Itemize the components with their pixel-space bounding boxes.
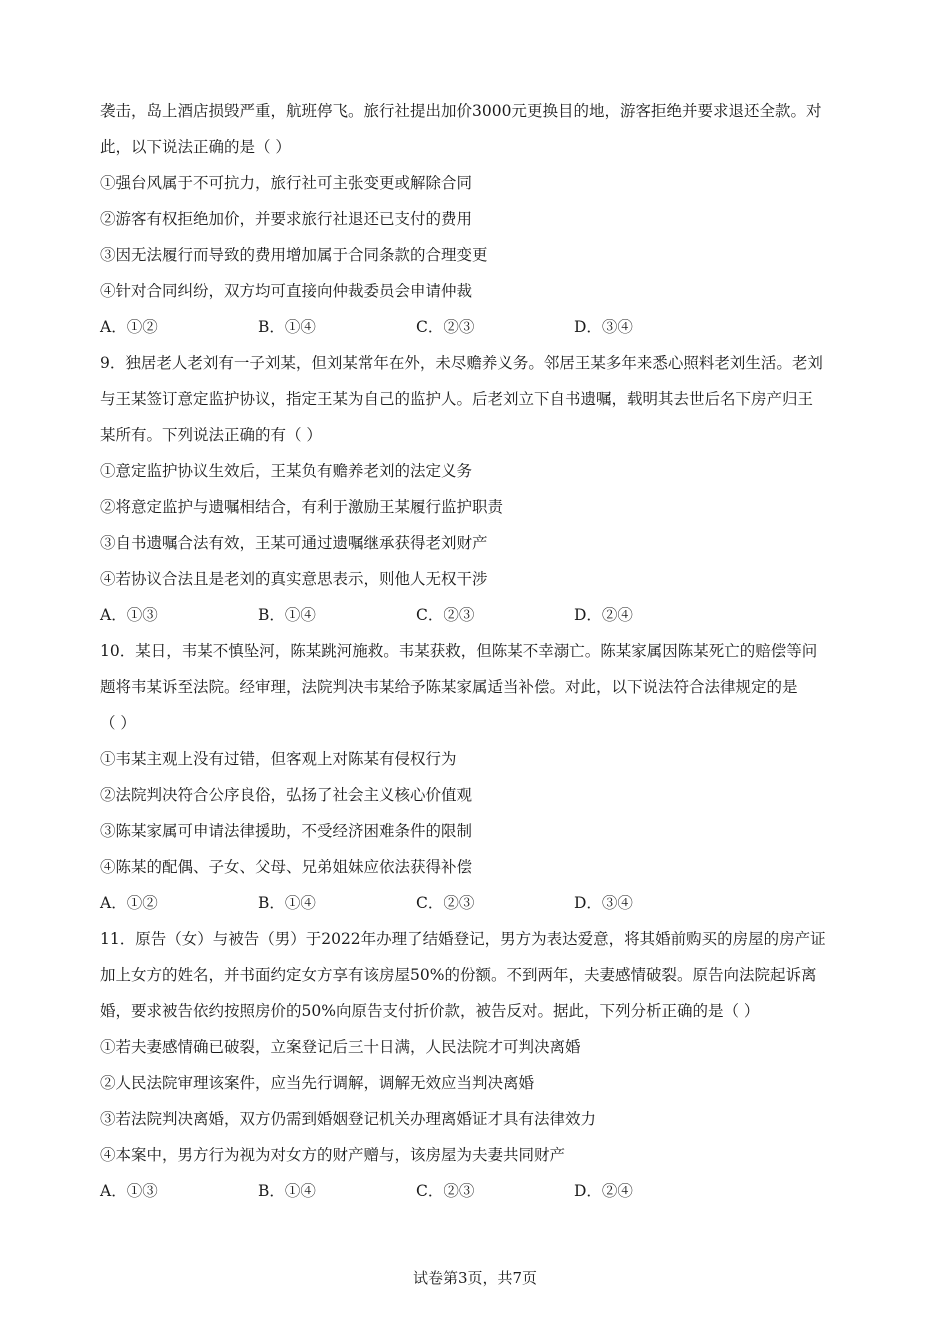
statement: ①意定监护协议生效后，王某负有赡养老刘的法定义务 <box>100 462 473 480</box>
option-a: A．①③ <box>100 1182 158 1200</box>
question-stem: 某所有。下列说法正确的有（ ） <box>100 426 322 444</box>
statement: ②游客有权拒绝加价，并要求旅行社退还已支付的费用 <box>100 210 473 228</box>
option-d: D．③④ <box>574 894 633 912</box>
option-c: C．②③ <box>416 318 475 336</box>
option-a: A．①③ <box>100 606 158 624</box>
question-stem: 9．独居老人老刘有一子刘某，但刘某常年在外，未尽赡养义务。邻居王某多年来悉心照料老刘生活。老刘 <box>100 354 823 372</box>
statement: ③若法院判决离婚，双方仍需到婚姻登记机关办理离婚证才具有法律效力 <box>100 1110 597 1128</box>
question-stem: 袭击，岛上酒店损毁严重，航班停飞。旅行社提出加价3000元更换目的地，游客拒绝并要求退还全款。对 <box>100 102 822 120</box>
option-d: D．②④ <box>574 606 633 624</box>
question-stem: 与王某签订意定监护协议，指定王某为自己的监护人。后老刘立下自书遗嘱，载明其去世后名下房产归王 <box>100 390 814 408</box>
question-stem: 加上女方的姓名，并书面约定女方享有该房屋50%的份额。不到两年，夫妻感情破裂。原告向法院起诉离 <box>100 966 817 984</box>
option-d: D．②④ <box>574 1182 633 1200</box>
statement: ①若夫妻感情确已破裂，立案登记后三十日满，人民法院才可判决离婚 <box>100 1038 581 1056</box>
option-c: C．②③ <box>416 894 475 912</box>
answer-options <box>100 885 860 921</box>
statement: ②将意定监护与遗嘱相结合，有利于激励王某履行监护职责 <box>100 498 504 516</box>
option-b: B．①④ <box>258 606 316 624</box>
answer-options <box>100 1173 860 1209</box>
option-c: C．②③ <box>416 606 475 624</box>
option-b: B．①④ <box>258 1182 316 1200</box>
statement: ③陈某家属可申请法律援助，不受经济困难条件的限制 <box>100 822 473 840</box>
answer-options <box>100 309 860 345</box>
question-stem: 题将韦某诉至法院。经审理，法院判决韦某给予陈某家属适当补偿。对此，以下说法符合法律规定的是 <box>100 678 798 696</box>
statement: ③自书遗嘱合法有效，王某可通过遗嘱继承获得老刘财产 <box>100 534 488 552</box>
option-a: A．①② <box>100 318 158 336</box>
option-c: C．②③ <box>416 1182 475 1200</box>
statement: ③因无法履行而导致的费用增加属于合同条款的合理变更 <box>100 246 488 264</box>
statement: ④陈某的配偶、子女、父母、兄弟姐妹应依法获得补偿 <box>100 858 473 876</box>
question-10 <box>100 633 860 921</box>
statement: ④针对合同纠纷，双方均可直接向仲裁委员会申请仲裁 <box>100 282 473 300</box>
question-8 <box>100 93 860 345</box>
statement: ④本案中，男方行为视为对女方的财产赠与，该房屋为夫妻共同财产 <box>100 1146 566 1164</box>
statement: ②法院判决符合公序良俗，弘扬了社会主义核心价值观 <box>100 786 473 804</box>
question-stem: （ ） <box>100 714 136 732</box>
question-stem: 婚，要求被告依约按照房价的50%向原告支付折价款，被告反对。据此，下列分析正确的是（ ） <box>100 1002 760 1020</box>
option-b: B．①④ <box>258 894 316 912</box>
question-stem: 10．某日，韦某不慎坠河，陈某跳河施救。韦某获救，但陈某不幸溺亡。陈某家属因陈某死亡的赔偿等问 <box>100 642 818 660</box>
question-stem: 此，以下说法正确的是（ ） <box>100 138 291 156</box>
statement: ④若协议合法且是老刘的真实意思表示，则他人无权干涉 <box>100 570 488 588</box>
statement: ①强台风属于不可抗力，旅行社可主张变更或解除合同 <box>100 174 473 192</box>
answer-options <box>100 597 860 633</box>
question-11 <box>100 921 860 1209</box>
page-footer: 试卷第3页，共7页 <box>412 1269 538 1287</box>
question-9 <box>100 345 860 633</box>
statement: ①韦某主观上没有过错，但客观上对陈某有侵权行为 <box>100 750 457 768</box>
option-d: D．③④ <box>574 318 633 336</box>
option-b: B．①④ <box>258 318 316 336</box>
statement: ②人民法院审理该案件，应当先行调解，调解无效应当判决离婚 <box>100 1074 535 1092</box>
page-content <box>100 93 860 1209</box>
question-stem: 11．原告（女）与被告（男）于2022年办理了结婚登记，男方为表达爱意，将其婚前购买的房屋的房产证 <box>100 930 826 948</box>
option-a: A．①② <box>100 894 158 912</box>
